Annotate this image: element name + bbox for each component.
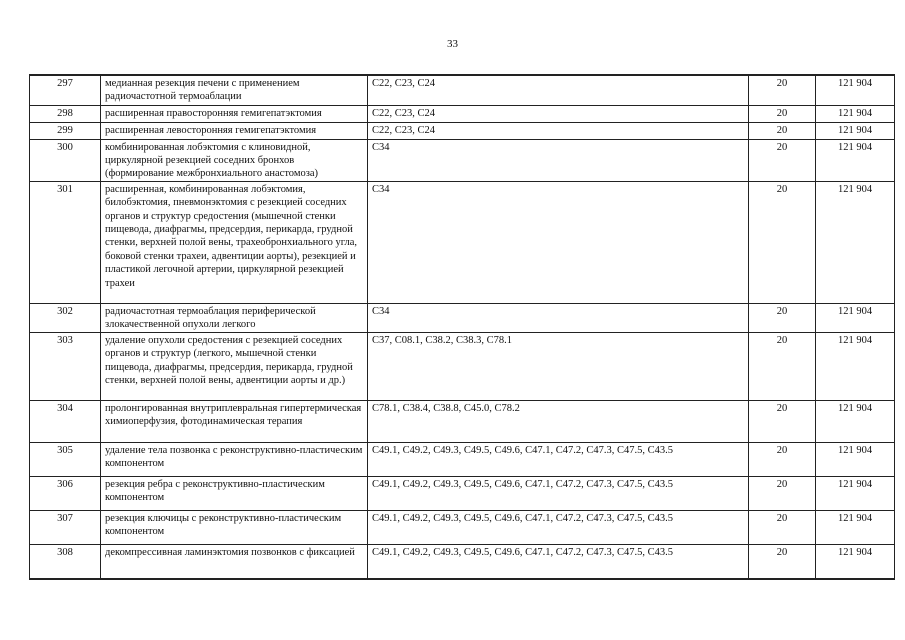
row-number-cell: 298 bbox=[30, 105, 101, 122]
cost-cell: 121 904 bbox=[816, 332, 895, 400]
diagnosis-codes-cell: C34 bbox=[368, 181, 749, 303]
cost-cell: 121 904 bbox=[816, 544, 895, 579]
procedures-table bbox=[29, 74, 895, 580]
group-cell: 20 bbox=[749, 303, 816, 332]
diagnosis-codes-cell: C22, C23, C24 bbox=[368, 122, 749, 139]
procedure-name-cell: удаление тела позвонка с реконструктивно-пластическим компонентом bbox=[101, 442, 368, 476]
diagnosis-codes-cell: C78.1, C38.4, C38.8, C45.0, C78.2 bbox=[368, 400, 749, 442]
diagnosis-codes-cell: C34 bbox=[368, 303, 749, 332]
procedure-name-cell: расширенная левосторонняя гемигепатэктомия bbox=[101, 122, 368, 139]
procedure-name-cell: декомпрессивная ламинэктомия позвонков с фиксацией bbox=[101, 544, 368, 579]
group-cell: 20 bbox=[749, 181, 816, 303]
group-cell: 20 bbox=[749, 442, 816, 476]
group-cell: 20 bbox=[749, 400, 816, 442]
procedure-name-cell: расширенная, комбинированная лобэктомия, билобэктомия, пневмонэктомия с резекцией соседних органов и структур средостения (мышечной стенки пищевода, диафрагмы, предсердия, перикарда, грудной стенки, верхней полой вены, трахеобронхиального угла, боковой стенки трахеи, адвентиции аорты), резекцией и пластикой легочной артерии, циркулярной резекцией трахеи bbox=[101, 181, 368, 303]
table-row bbox=[30, 476, 895, 510]
table-row bbox=[30, 544, 895, 579]
row-number-cell: 301 bbox=[30, 181, 101, 303]
group-cell: 20 bbox=[749, 476, 816, 510]
cost-cell: 121 904 bbox=[816, 181, 895, 303]
group-cell: 20 bbox=[749, 544, 816, 579]
diagnosis-codes-cell: C49.1, C49.2, C49.3, C49.5, C49.6, C47.1, C47.2, C47.3, C47.5, C43.5 bbox=[368, 442, 749, 476]
diagnosis-codes-cell: C34 bbox=[368, 139, 749, 181]
diagnosis-codes-cell: C37, C08.1, C38.2, C38.3, C78.1 bbox=[368, 332, 749, 400]
procedure-name-cell: удаление опухоли средостения с резекцией соседних органов и структур (легкого, мышечной стенки пищевода, диафрагмы, предсердия, перикарда, грудной стенки, верхней полой вены, адвентиции аорты и др.) bbox=[101, 332, 368, 400]
procedure-name-cell: резекция ключицы с реконструктивно-пластическим компонентом bbox=[101, 510, 368, 544]
row-number-cell: 299 bbox=[30, 122, 101, 139]
row-number-cell: 305 bbox=[30, 442, 101, 476]
cost-cell: 121 904 bbox=[816, 303, 895, 332]
table-row bbox=[30, 181, 895, 303]
cost-cell: 121 904 bbox=[816, 510, 895, 544]
procedure-name-cell: расширенная правосторонняя гемигепатэктомия bbox=[101, 105, 368, 122]
row-number-cell: 306 bbox=[30, 476, 101, 510]
cost-cell: 121 904 bbox=[816, 400, 895, 442]
table-row bbox=[30, 303, 895, 332]
table-row bbox=[30, 510, 895, 544]
diagnosis-codes-cell: C49.1, C49.2, C49.3, C49.5, C49.6, C47.1, C47.2, C47.3, C47.5, C43.5 bbox=[368, 510, 749, 544]
cost-cell: 121 904 bbox=[816, 122, 895, 139]
table-row bbox=[30, 400, 895, 442]
table-row bbox=[30, 332, 895, 400]
group-cell: 20 bbox=[749, 332, 816, 400]
procedure-name-cell: резекция ребра с реконструктивно-пластическим компонентом bbox=[101, 476, 368, 510]
page-number: 33 bbox=[447, 38, 458, 50]
group-cell: 20 bbox=[749, 122, 816, 139]
group-cell: 20 bbox=[749, 139, 816, 181]
row-number-cell: 297 bbox=[30, 75, 101, 105]
procedure-name-cell: радиочастотная термоаблация периферической злокачественной опухоли легкого bbox=[101, 303, 368, 332]
diagnosis-codes-cell: C49.1, C49.2, C49.3, C49.5, C49.6, C47.1, C47.2, C47.3, C47.5, C43.5 bbox=[368, 476, 749, 510]
cost-cell: 121 904 bbox=[816, 476, 895, 510]
diagnosis-codes-cell: C49.1, C49.2, C49.3, C49.5, C49.6, C47.1, C47.2, C47.3, C47.5, C43.5 bbox=[368, 544, 749, 579]
row-number-cell: 300 bbox=[30, 139, 101, 181]
row-number-cell: 303 bbox=[30, 332, 101, 400]
cost-cell: 121 904 bbox=[816, 139, 895, 181]
group-cell: 20 bbox=[749, 75, 816, 105]
diagnosis-codes-cell: C22, C23, C24 bbox=[368, 105, 749, 122]
row-number-cell: 302 bbox=[30, 303, 101, 332]
table-row bbox=[30, 75, 895, 105]
group-cell: 20 bbox=[749, 510, 816, 544]
table-row bbox=[30, 442, 895, 476]
row-number-cell: 307 bbox=[30, 510, 101, 544]
table-row bbox=[30, 139, 895, 181]
row-number-cell: 308 bbox=[30, 544, 101, 579]
row-number-cell: 304 bbox=[30, 400, 101, 442]
table-row bbox=[30, 122, 895, 139]
procedure-name-cell: медианная резекция печени с применением радиочастотной термоаблации bbox=[101, 75, 368, 105]
group-cell: 20 bbox=[749, 105, 816, 122]
table-row bbox=[30, 105, 895, 122]
cost-cell: 121 904 bbox=[816, 75, 895, 105]
cost-cell: 121 904 bbox=[816, 442, 895, 476]
diagnosis-codes-cell: C22, C23, C24 bbox=[368, 75, 749, 105]
cost-cell: 121 904 bbox=[816, 105, 895, 122]
procedure-name-cell: комбинированная лобэктомия с клиновидной, циркулярной резекцией соседних бронхов (формирование межбронхиального анастомоза) bbox=[101, 139, 368, 181]
procedure-name-cell: пролонгированная внутриплевральная гипертермическая химиоперфузия, фотодинамическая терапия bbox=[101, 400, 368, 442]
